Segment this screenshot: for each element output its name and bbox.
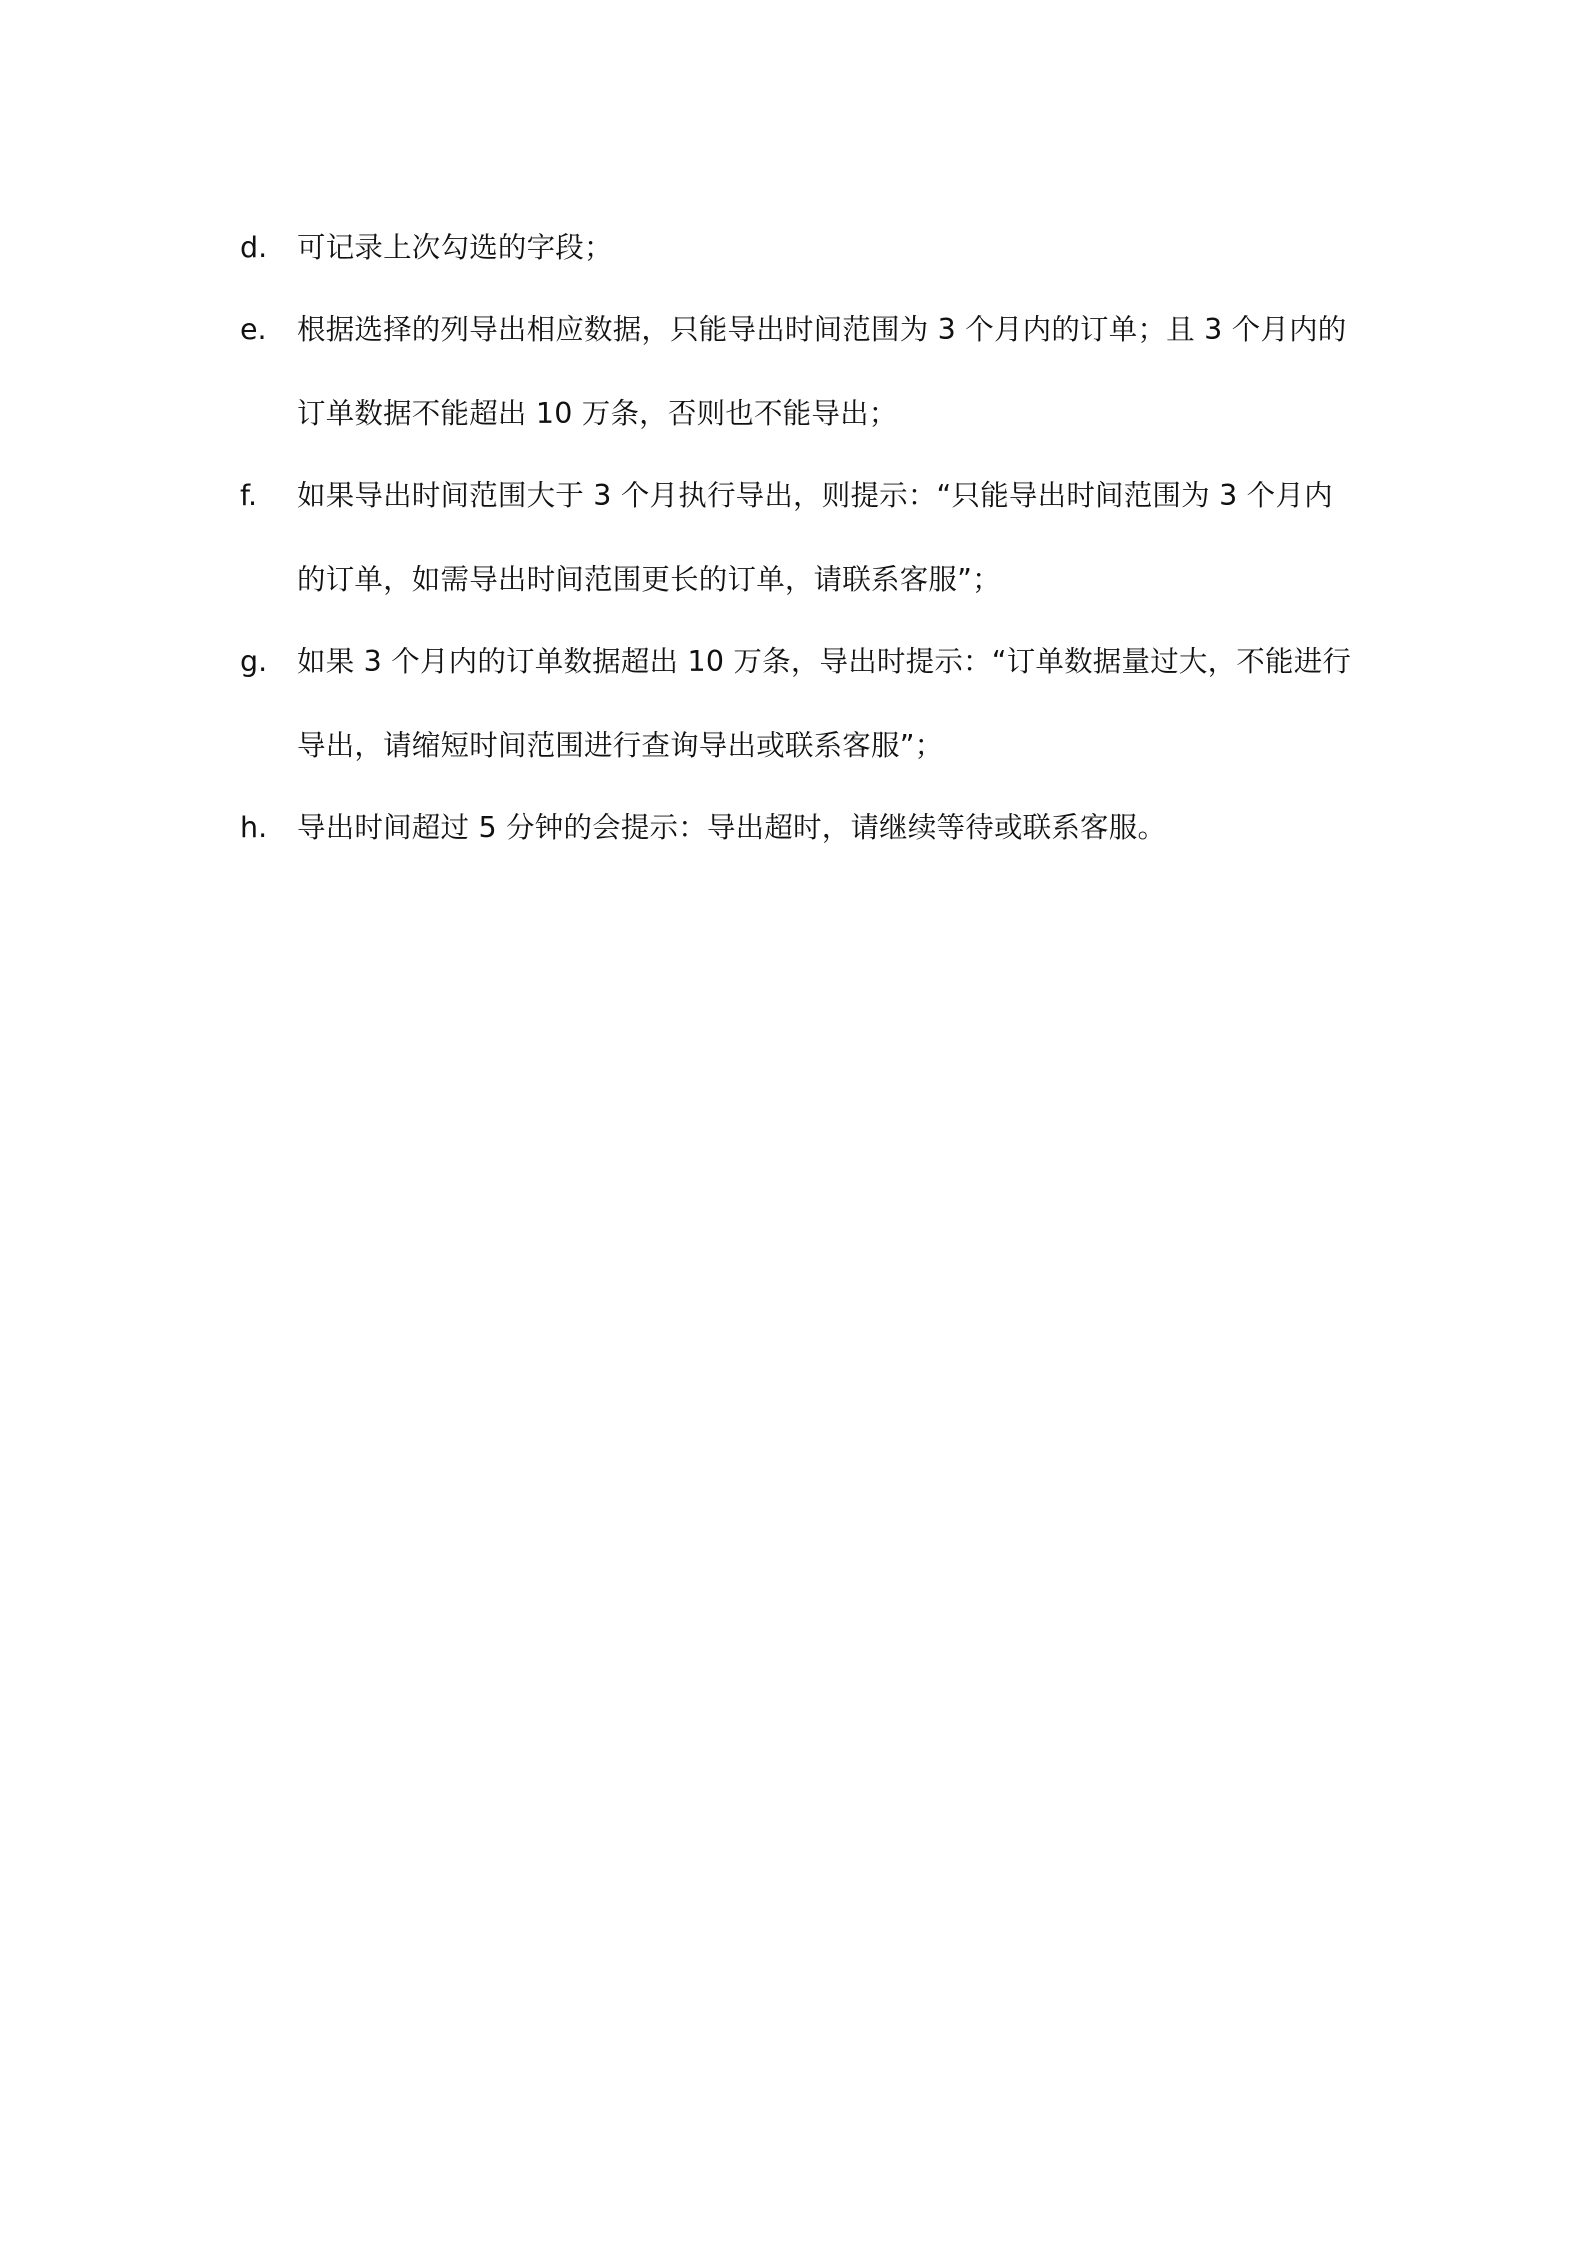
list-item-text: 导出时间超过 5 分钟的会提示：导出超时，请继续等待或联系客服。	[297, 811, 1167, 844]
list-item-text: 如果 3 个月内的订单数据超出 10 万条，导出时提示：“订单数据量过大，不能进行导出，请缩短时间范围进行查询导出或联系客服”；	[297, 645, 1352, 762]
list-item-d	[240, 206, 1360, 290]
list-item-h	[240, 786, 1360, 870]
list-marker: d.	[240, 231, 268, 264]
list-marker: h.	[240, 811, 268, 844]
list-marker: e.	[240, 313, 267, 346]
requirements-list	[240, 208, 1360, 870]
list-item-text: 根据选择的列导出相应数据，只能导出时间范围为 3 个月内的订单；且 3 个月内的订单数据不能超出 10 万条，否则也不能导出；	[297, 313, 1347, 430]
list-item-f	[240, 454, 1360, 622]
list-item-text: 可记录上次勾选的字段；	[297, 231, 613, 264]
list-item-text: 如果导出时间范围大于 3 个月执行导出，则提示：“只能导出时间范围为 3 个月内的订单，如需导出时间范围更长的订单，请联系客服”；	[297, 479, 1333, 596]
list-marker: g.	[240, 645, 268, 678]
list-item-e	[240, 288, 1360, 456]
list-marker: f.	[240, 479, 258, 512]
list-item-g	[240, 620, 1360, 788]
